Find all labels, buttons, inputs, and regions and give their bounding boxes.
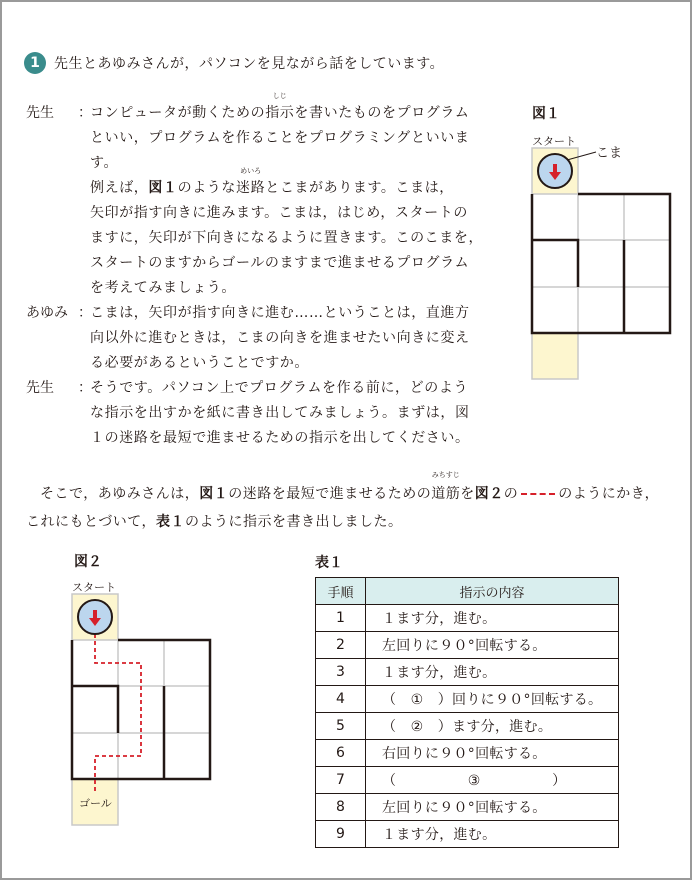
table1-body bbox=[316, 605, 619, 848]
figure1-label: 図１ bbox=[532, 106, 560, 122]
step-number: 8 bbox=[316, 794, 366, 821]
table-row bbox=[316, 605, 619, 632]
ruby-base: 迷路 bbox=[236, 180, 266, 196]
text-span: す。 bbox=[90, 155, 119, 171]
step-instruction: （ ② ）ます分，進む。 bbox=[366, 713, 619, 740]
text-span: のような bbox=[177, 180, 237, 196]
fig2-ref: 図２ bbox=[474, 486, 504, 502]
speaker-colon: ： bbox=[78, 305, 92, 321]
text-span: る必要があるということですか。 bbox=[90, 355, 309, 371]
figure-ref: 図１ bbox=[148, 180, 178, 196]
text-span: の bbox=[503, 486, 519, 502]
table-row bbox=[316, 686, 619, 713]
step-instruction: １ます分，進む。 bbox=[366, 659, 619, 686]
question-text: 先生とあゆみさんが，パソコンを見ながら話をしています。 bbox=[54, 56, 445, 72]
figure1-outer-wall bbox=[532, 194, 670, 333]
step-number: 1 bbox=[316, 605, 366, 632]
text-span: を考えてみましょう。 bbox=[90, 280, 236, 296]
step-number: 2 bbox=[316, 632, 366, 659]
table1 bbox=[315, 577, 619, 848]
ruby-text: しじ bbox=[272, 92, 287, 100]
speaker-colon: ： bbox=[78, 105, 92, 121]
table-header-row bbox=[316, 578, 619, 605]
fig1-ref: 図１ bbox=[199, 486, 229, 502]
step-instruction: 左回りに９０°回転する。 bbox=[366, 794, 619, 821]
text-span: こまは，矢印が指す向きに進む……ということは，直進方 bbox=[90, 305, 470, 321]
step-instruction: １ます分，進む。 bbox=[366, 821, 619, 848]
step-instruction: （ ① ）回りに９０°回転する。 bbox=[366, 686, 619, 713]
ruby-text: みちすじ bbox=[431, 471, 460, 479]
step-number: 4 bbox=[316, 686, 366, 713]
figure1-piece-label: こま bbox=[596, 146, 623, 161]
text-span: 例えば， bbox=[90, 180, 149, 196]
ruby-base: 道筋 bbox=[431, 486, 461, 502]
table-row bbox=[316, 659, 619, 686]
step-number: 5 bbox=[316, 713, 366, 740]
step-number: 9 bbox=[316, 821, 366, 848]
text-span: を書いたものをプログラム bbox=[294, 105, 470, 121]
text-span: といい，プログラムを作ることをプログラミングといいま bbox=[90, 130, 470, 146]
speaker-name: 先生 bbox=[26, 380, 54, 396]
table-row bbox=[316, 740, 619, 767]
table1-label: 表１ bbox=[315, 555, 343, 571]
ruby-base: 指示 bbox=[265, 105, 295, 121]
text-span: コンピュータが動くための bbox=[90, 105, 266, 121]
text-span: スタートのますからゴールのますまで進ませるプログラム bbox=[90, 255, 470, 271]
table-row bbox=[316, 713, 619, 740]
text-span: ますに，矢印が下向きになるように置きます。このこまを， bbox=[90, 230, 484, 246]
step-number: 6 bbox=[316, 740, 366, 767]
step-instruction: 左回りに９０°回転する。 bbox=[366, 632, 619, 659]
ruby-text: めいろ bbox=[240, 167, 262, 175]
text-span: 向以外に進むときは，こまの向きを進ませたい向きに変え bbox=[90, 330, 470, 346]
paragraph-line-2 bbox=[26, 508, 676, 536]
speaker-name: あゆみ bbox=[26, 305, 68, 321]
paragraph-line-1 bbox=[26, 471, 676, 508]
text-span: の迷路を最短で進ませるための bbox=[228, 486, 432, 502]
text-span: １の迷路を最短で進ませるための指示を出してください。 bbox=[90, 430, 470, 446]
table1-ref: 表１ bbox=[155, 514, 185, 530]
header-step: 手順 bbox=[316, 578, 366, 605]
text-span: のようにかき， bbox=[558, 486, 660, 502]
dashed-line-sample bbox=[521, 493, 555, 495]
text-span: そうです。パソコン上でプログラムを作る前に，どのよう bbox=[90, 380, 469, 396]
ruby-michisuji bbox=[431, 471, 461, 508]
question-number-badge: 1 bbox=[24, 52, 46, 74]
step-instruction: １ます分，進む。 bbox=[366, 605, 619, 632]
text-span: とこまがあります。こまは， bbox=[265, 180, 454, 196]
figure1-goal-cell bbox=[532, 333, 578, 379]
text-span: な指示を出すかを紙に書き出してみましょう。まずは，図 bbox=[90, 405, 470, 421]
table-row bbox=[316, 767, 619, 794]
figure2-maze bbox=[72, 594, 210, 825]
text-span: 矢印が指す向きに進みます。こまは，はじめ，スタートの bbox=[90, 205, 468, 221]
figure1-start-label: スタート bbox=[532, 135, 576, 148]
table-row bbox=[316, 632, 619, 659]
figure1-maze bbox=[532, 148, 670, 379]
figure2-start-label: スタート bbox=[72, 581, 116, 594]
text-span: これにもとづいて， bbox=[26, 514, 156, 530]
figure2-goal-label: ゴール bbox=[79, 797, 112, 810]
table-row bbox=[316, 821, 619, 848]
step-number: 3 bbox=[316, 659, 366, 686]
table-row bbox=[316, 794, 619, 821]
speaker-colon: ： bbox=[78, 380, 92, 396]
text-span: そこで，あゆみさんは， bbox=[40, 486, 200, 502]
step-number: 7 bbox=[316, 767, 366, 794]
step-instruction: 右回りに９０°回転する。 bbox=[366, 740, 619, 767]
text-span: を bbox=[460, 486, 475, 502]
narrative-paragraph bbox=[26, 471, 676, 536]
figure2-label: 図２ bbox=[74, 554, 102, 570]
step-instruction: （ ③ ） bbox=[366, 767, 619, 794]
header-instruction: 指示の内容 bbox=[366, 578, 619, 605]
speaker-name: 先生 bbox=[26, 105, 54, 121]
text-span: のように指示を書き出しました。 bbox=[184, 514, 403, 530]
